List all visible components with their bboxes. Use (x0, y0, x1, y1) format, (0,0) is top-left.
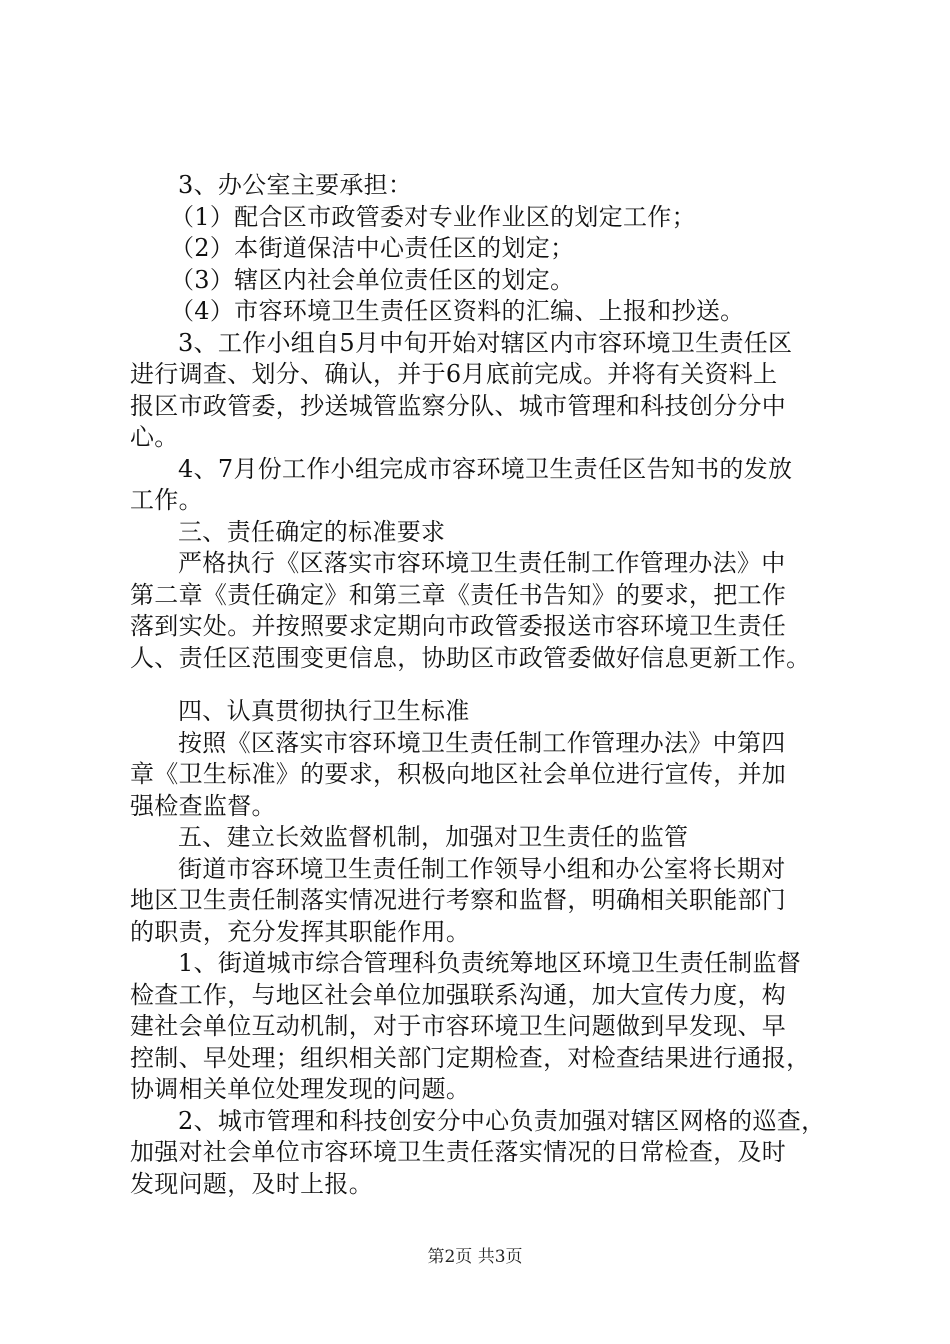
paragraph-line: 建社会单位互动机制，对于市容环境卫生问题做到早发现、早 (130, 1012, 787, 1040)
paragraph-line: 心。 (130, 423, 179, 451)
paragraph-line: 的职责，充分发挥其职能作用。 (130, 917, 471, 946)
paragraph-line: 2、城市管理和科技创安分中心负责加强对辖区网格的巡查， (178, 1106, 826, 1135)
paragraph-line: （2）本街道保洁中心责任区的划定； (170, 234, 575, 262)
paragraph-line: 工作。 (130, 486, 203, 514)
paragraph-line: 4、7月份工作小组完成市容环境卫生责任区告知书的发放 (178, 454, 793, 483)
paragraph-line: 人、责任区范围变更信息，协助区市政管委做好信息更新工作。 (130, 643, 811, 672)
paragraph-line: 地区卫生责任制落实情况进行考察和监督，明确相关职能部门 (130, 886, 787, 914)
paragraph-line: 严格执行《区落实市容环境卫生责任制工作管理办法》中 (178, 549, 786, 577)
section-heading: 四、认真贯彻执行卫生标准 (178, 697, 470, 725)
paragraph-line: 强检查监督。 (130, 791, 276, 820)
paragraph-line: 发现问题，及时上报。 (130, 1169, 373, 1198)
paragraph-line: 按照《区落实市容环境卫生责任制工作管理办法》中第四 (178, 728, 786, 757)
paragraph-line: 3、办公室主要承担： (178, 171, 413, 199)
paragraph-line: 街道市容环境卫生责任制工作领导小组和办公室将长期对 (178, 854, 786, 883)
paragraph-line: 1、街道城市综合管理科负责统筹地区环境卫生责任制监督 (178, 949, 802, 977)
section-heading: 五、建立长效监督机制，加强对卫生责任的监管 (178, 823, 689, 851)
paragraph-line: 控制、早处理；组织相关部门定期检查，对检查结果进行通报， (130, 1043, 811, 1072)
paragraph-line: （1）配合区市政管委对专业作业区的划定工作； (170, 202, 696, 231)
paragraph-line: 加强对社会单位市容环境卫生责任落实情况的日常检查，及时 (130, 1138, 787, 1166)
paragraph-line: 第二章《责任确定》和第三章《责任书告知》的要求，把工作 (130, 580, 787, 609)
section-heading: 三、责任确定的标准要求 (178, 517, 446, 546)
paragraph-line: 进行调查、划分、确认，并于6月底前完成。并将有关资料上 (130, 360, 778, 388)
paragraph-gap (130, 674, 840, 696)
paragraph-line: 检查工作，与地区社会单位加强联系沟通，加大宣传力度，构 (130, 980, 787, 1009)
paragraph-line: 协调相关单位处理发现的问题。 (130, 1075, 471, 1103)
paragraph-line: 章《卫生标准》的要求，积极向地区社会单位进行宣传，并加 (130, 760, 787, 788)
paragraph-line: 3、工作小组自5月中旬开始对辖区内市容环境卫生责任区 (178, 328, 793, 357)
page-number-footer: 第2页 共3页 (427, 1247, 523, 1267)
paragraph-line: （4）市容环境卫生责任区资料的汇编、上报和抄送。 (170, 297, 745, 325)
paragraph-line: 报区市政管委，抄送城管监察分队、城市管理和科技创分分中 (130, 391, 787, 420)
paragraph-line: 落到实处。并按照要求定期向市政管委报送市容环境卫生责任 (130, 612, 787, 640)
paragraph-line: （3）辖区内社会单位责任区的划定。 (170, 265, 575, 294)
document-body (130, 170, 840, 1200)
